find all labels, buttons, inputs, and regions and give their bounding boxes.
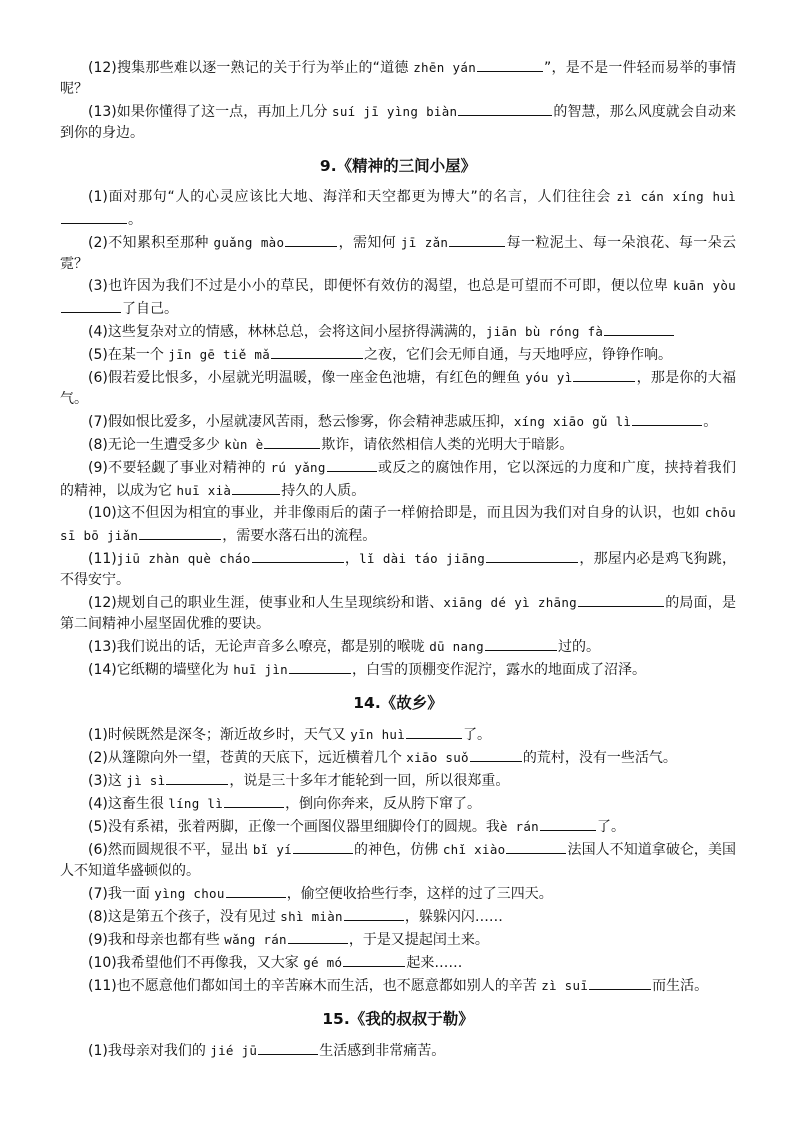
- pinyin-hint: jì sì: [126, 773, 166, 788]
- pinyin-hint: wǎng rán: [224, 932, 287, 947]
- question-text: (9)我和母亲也都有些: [88, 932, 225, 948]
- question-text: (12)搜集那些难以逐一熟记的关于行为举止的“道德: [88, 60, 414, 76]
- question-item: [60, 928, 736, 951]
- pinyin-hint: guǎng mào: [213, 235, 285, 250]
- question-item: [60, 1039, 736, 1062]
- pinyin-hint: jiū zhàn què cháo: [116, 551, 251, 566]
- pinyin-hint: kuān yòu: [673, 278, 736, 293]
- question-text: 起来……: [406, 955, 463, 971]
- question-text: 或反之的腐蚀作用，它以深远的力度和广度，挟持着我们的精神，以成为它: [60, 460, 737, 499]
- answer-blank[interactable]: [166, 769, 228, 785]
- answer-blank[interactable]: [343, 951, 405, 967]
- pinyin-hint: gé mó: [303, 955, 343, 970]
- answer-blank[interactable]: [589, 974, 651, 990]
- question-text: ”，是不是一件轻而易举的事情呢？: [60, 60, 736, 97]
- answer-blank[interactable]: [288, 928, 348, 944]
- question-item: [60, 231, 736, 275]
- question-item: [60, 882, 736, 905]
- question-item: [60, 502, 736, 547]
- pinyin-hint: suí jī yìng biàn: [332, 104, 458, 119]
- answer-blank[interactable]: [632, 410, 702, 426]
- question-text: ，那是你的大福气。: [60, 370, 736, 407]
- question-item: [60, 591, 736, 635]
- question-text: (8)无论一生遭受多少: [88, 437, 225, 453]
- answer-blank[interactable]: [258, 1039, 318, 1055]
- question-item: [60, 100, 736, 144]
- answer-blank[interactable]: [224, 792, 284, 808]
- question-item: [60, 343, 736, 366]
- question-text: 欺诈，请依然相信人类的光明大于暗影。: [321, 437, 574, 453]
- question-text: (1)面对那句“人的心灵应该比大地、海洋和天空都更为博大”的名言，人们往往会: [88, 189, 617, 205]
- answer-blank[interactable]: [470, 746, 522, 762]
- question-text: (13)我们说出的话，无论声音多么嘹亮，都是别的喉咙: [88, 639, 430, 655]
- question-item: [60, 723, 736, 746]
- question-item: [60, 433, 736, 456]
- question-item: [60, 456, 736, 502]
- answer-blank[interactable]: [573, 366, 635, 382]
- question-text: 了。: [596, 819, 625, 835]
- answer-blank[interactable]: [604, 320, 674, 336]
- question-item: [60, 974, 736, 997]
- question-text: (3)这: [88, 773, 127, 789]
- question-text: ，需知何: [338, 235, 401, 251]
- question-text: 而生活。: [652, 978, 709, 994]
- answer-blank[interactable]: [486, 547, 578, 563]
- question-item: [60, 951, 736, 974]
- question-text: 的智慧，那么风度就会自动来到你的身边。: [60, 104, 736, 141]
- pinyin-hint: rú yǎng: [270, 460, 326, 475]
- question-text: ，那屋内必是鸡飞狗跳，不得安宁。: [60, 551, 736, 588]
- answer-blank[interactable]: [139, 524, 221, 540]
- question-text: (7)我一面: [88, 886, 155, 902]
- question-text: 。: [703, 414, 718, 430]
- question-item: [60, 838, 736, 882]
- question-text: ，倒向你奔来，反从胯下窜了。: [285, 796, 482, 812]
- pinyin-hint: jīn gē tiě mǎ: [168, 347, 271, 362]
- question-text: (14)它纸糊的墙壁化为: [88, 662, 234, 678]
- answer-blank[interactable]: [578, 591, 664, 607]
- question-item: [60, 275, 736, 320]
- answer-blank[interactable]: [540, 815, 596, 831]
- pinyin-hint: yóu yì: [525, 370, 573, 385]
- section-title: 9.《精神的三间小屋》: [319, 157, 477, 175]
- answer-blank[interactable]: [289, 658, 351, 674]
- question-text: (4)这些复杂对立的情感，林林总总，会将这间小屋挤得满满的，: [88, 324, 486, 340]
- answer-blank[interactable]: [232, 479, 280, 495]
- section-title: 14.《故乡》: [353, 694, 443, 712]
- question-text: ，偷空便收拾些行李，这样的过了三四天。: [286, 886, 553, 902]
- answer-blank[interactable]: [61, 297, 121, 313]
- question-item: [60, 815, 736, 838]
- answer-blank[interactable]: [477, 56, 543, 72]
- question-text: (11)也不愿意他们都如闰土的辛苦麻木而生活，也不愿意都如别人的辛苦: [88, 978, 542, 994]
- answer-blank[interactable]: [271, 343, 363, 359]
- pinyin-hint: bǐ yí: [252, 842, 293, 857]
- question-item: [60, 658, 736, 681]
- answer-blank[interactable]: [327, 456, 377, 472]
- answer-blank[interactable]: [285, 231, 337, 247]
- question-text: 的荒村，没有一些活气。: [522, 750, 677, 766]
- question-item: [60, 635, 736, 658]
- pinyin-hint: líng lì: [168, 796, 224, 811]
- question-text: ，于是又提起闰土来。: [348, 932, 489, 948]
- question-text: 持久的人质。: [281, 483, 366, 499]
- question-text: (3)也许因为我们不过是小小的草民，即便怀有效仿的渴望，也总是可望而不可即，便以位卑: [88, 278, 674, 294]
- question-text: (13)如果你懂得了这一点，再加上几分: [88, 104, 333, 120]
- question-item: [60, 769, 736, 792]
- pinyin-hint: kùn è: [224, 437, 264, 452]
- question-text: (6)然而圆规很不平，显出: [88, 842, 253, 858]
- pinyin-hint: xíng xiāo gǔ lì: [513, 414, 632, 429]
- pinyin-hint: dū nang: [429, 639, 484, 654]
- question-text: (10)这不但因为相宜的事业，并非像雨后的菌子一样俯拾即是，而且因为我们对自身的认识，也如: [88, 505, 705, 521]
- answer-blank[interactable]: [293, 838, 353, 854]
- question-item: [60, 792, 736, 815]
- question-text: ，: [344, 551, 360, 567]
- question-text: 每一粒泥土、每一朵浪花、每一朵云霓？: [60, 235, 736, 272]
- question-text: (7)假如恨比爱多，小屋就凄风苦雨，愁云惨雾，你会精神悲戚压抑，: [88, 414, 514, 430]
- question-text: 生活感到非常痛苦。: [319, 1043, 446, 1059]
- answer-blank[interactable]: [458, 100, 552, 116]
- pinyin-hint: yīn huì: [350, 727, 406, 742]
- pinyin-hint: zì cán xíng huì: [616, 189, 736, 204]
- question-text: 过的。: [557, 639, 600, 655]
- section-title: 15.《我的叔叔于勒》: [322, 1010, 474, 1028]
- pinyin-hint: jī zǎn: [400, 235, 449, 250]
- question-text: (8)这是第五个孩子，没有见过: [88, 909, 281, 925]
- answer-blank[interactable]: [506, 838, 566, 854]
- question-text: 了自己。: [122, 301, 178, 317]
- question-text: (9)不要轻觑了事业对精神的: [88, 460, 271, 476]
- answer-blank[interactable]: [344, 905, 404, 921]
- pinyin-hint: xiāo suǒ: [406, 750, 469, 765]
- question-item: [60, 56, 736, 100]
- pinyin-hint: shì miàn: [280, 909, 343, 924]
- question-text: ，白雪的顶棚变作泥泞，露水的地面成了沼泽。: [351, 662, 646, 678]
- answer-blank[interactable]: [226, 882, 286, 898]
- answer-blank[interactable]: [449, 231, 505, 247]
- question-text: 之夜，它们会无师自通，与天地呼应，铮铮作响。: [364, 347, 673, 363]
- pinyin-hint: è rán: [499, 819, 539, 834]
- question-text: (2)不知累积至那种: [88, 235, 214, 251]
- question-text: (2)从篷隙向外一望，苍黄的天底下，远近横着几个: [88, 750, 407, 766]
- question-text: ，躲躲闪闪……: [404, 909, 503, 925]
- question-text: (5)在某一个: [88, 347, 169, 363]
- pinyin-hint: jiān bù róng fà: [485, 324, 604, 339]
- question-item: [60, 366, 736, 410]
- question-text: 。: [128, 212, 142, 228]
- answer-blank[interactable]: [252, 547, 344, 563]
- question-text: (6)假若爱比恨多，小屋就光明温暖，像一座金色池塘，有红色的鲤鱼: [88, 370, 526, 386]
- pinyin-hint: yìng chou: [154, 886, 225, 901]
- question-text: (12)规划自己的职业生涯，使事业和人生呈现缤纷和谐、: [88, 595, 444, 611]
- pinyin-hint: chōu sī bō jiǎn: [60, 505, 736, 543]
- question-text: (5)没有系裙，张着两脚，正像一个画图仪器里细脚伶仃的圆规。我: [88, 819, 500, 835]
- question-item: [60, 186, 736, 231]
- question-text: (4)这畜生很: [88, 796, 169, 812]
- answer-blank[interactable]: [264, 433, 320, 449]
- question-text: (1)时候既然是深冬；渐近故乡时，天气又: [88, 727, 351, 743]
- question-item: [60, 410, 736, 433]
- answer-blank[interactable]: [61, 208, 127, 224]
- pinyin-hint: jié jū: [210, 1043, 258, 1058]
- pinyin-hint: zì suī: [541, 978, 589, 993]
- question-text: 法国人不知道拿破仑，美国人不知道华盛顿似的。: [60, 842, 737, 879]
- question-text: ，说是三十多年才能轮到一回，所以很郑重。: [229, 773, 510, 789]
- question-text: (10)我希望他们不再像我，又大家: [88, 955, 304, 971]
- question-text: 了。: [463, 727, 492, 743]
- question-text: (1)我母亲对我们的: [88, 1043, 211, 1059]
- answer-blank[interactable]: [406, 723, 462, 739]
- pinyin-hint: xiāng dé yì zhāng: [443, 595, 578, 610]
- worksheet-page: [60, 56, 736, 1062]
- question-text: 的局面，是第二间精神小屋坚固优雅的要诀。: [60, 595, 736, 632]
- question-text: 的神色，仿佛: [354, 842, 443, 858]
- question-text: ，需要水落石出的流程。: [222, 528, 377, 544]
- pinyin-hint: lǐ dài táo jiāng: [359, 551, 486, 566]
- answer-blank[interactable]: [485, 635, 557, 651]
- pinyin-hint: huī xià: [176, 483, 232, 498]
- question-item: [60, 320, 736, 343]
- question-item: [60, 547, 736, 591]
- question-item: [60, 746, 736, 769]
- question-item: [60, 905, 736, 928]
- pinyin-hint: chǐ xiào: [442, 842, 506, 857]
- question-text: (11): [88, 551, 117, 567]
- pinyin-hint: huī jìn: [233, 662, 288, 677]
- pinyin-hint: zhēn yán: [413, 60, 477, 75]
